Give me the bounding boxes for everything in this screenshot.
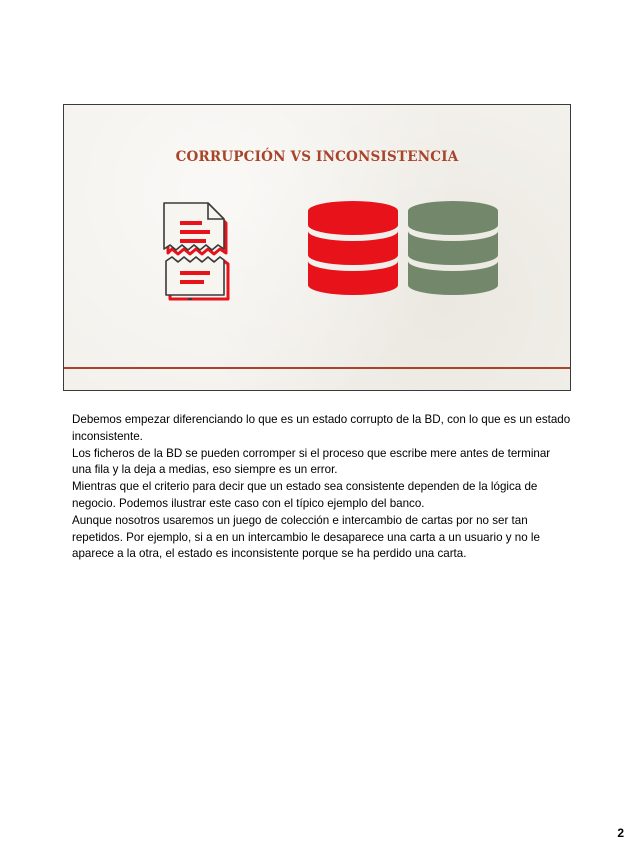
green-database-icon	[408, 201, 498, 297]
torn-document-icon	[162, 201, 242, 305]
slide-thumbnail	[63, 104, 571, 391]
notes-paragraph: Aunque nosotros usaremos un juego de colección e intercambio de cartas por no ser tan repetidos. Por ejemplo, si a en un intercambio le desaparece una carta a un usuario y no le aparece a la otra, el estado es inconsistente porque se ha perdido una carta.	[72, 513, 540, 561]
notes-paragraph: Mientras que el criterio para decir que un estado sea consistente dependen de la lógica de negocio. Podemos ilustrar este caso con el típico ejemplo del banco.	[72, 480, 538, 510]
page-number: 2	[617, 826, 624, 840]
notes-paragraph: Los ficheros de la BD se pueden corromper si el proceso que escribe mere antes de terminar una fila y la deja a medias, eso siempre es un error.	[72, 446, 551, 477]
slide-title: CORRUPCIÓN VS INCONSISTENCIA	[175, 149, 459, 165]
red-database-icon	[308, 201, 398, 297]
speaker-notes	[72, 412, 572, 563]
notes-paragraph: Debemos empezar diferenciando lo que es un estado corrupto de la BD, con lo que es un estado inconsistente.	[72, 413, 571, 443]
slide-divider	[64, 367, 570, 369]
